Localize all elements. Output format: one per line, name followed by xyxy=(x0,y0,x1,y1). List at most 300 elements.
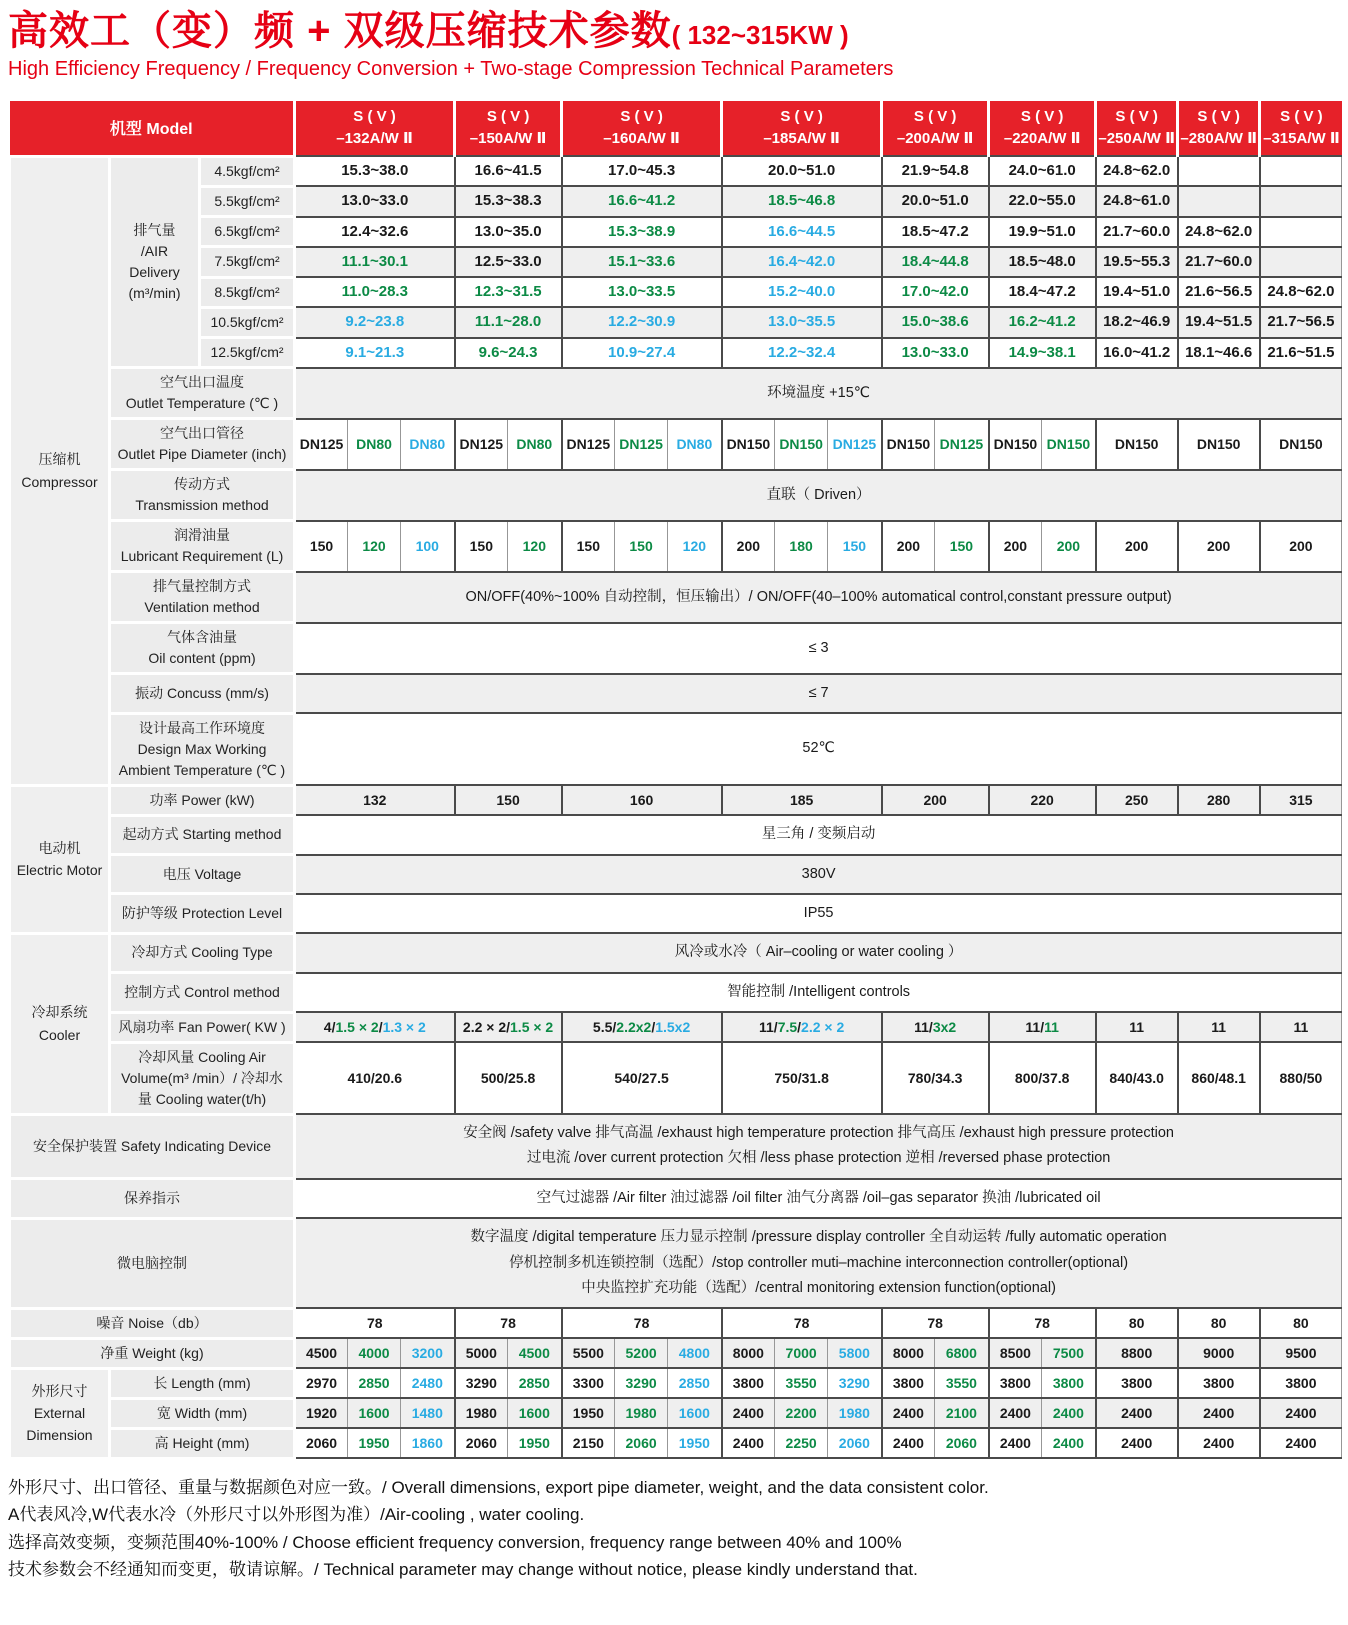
value-cell: 4800 xyxy=(668,1338,722,1368)
value-cell: 19.9~51.0 xyxy=(989,217,1096,247)
value-cell: 15.3~38.9 xyxy=(562,217,722,247)
value-cell: 2400 xyxy=(1042,1428,1096,1458)
label-line: /AIR xyxy=(140,242,169,259)
label-line: 振动 Concuss (mm/s) xyxy=(135,684,269,701)
model-header-label: 机型 Model xyxy=(10,101,295,156)
height-label: 高 Height (mm) xyxy=(110,1428,295,1458)
value-cell: 智能控制 /Intelligent controls xyxy=(295,973,1342,1012)
table-row xyxy=(10,338,1342,368)
value-segment: 11 xyxy=(1211,1018,1227,1035)
footnote-line: 技术参数会不经通知而变更，敬请谅解。/ Technical parameter may change without notice, please kindly understand that. xyxy=(8,1560,918,1580)
table-row xyxy=(10,1368,1342,1398)
weight-label: 净重 Weight (kg) xyxy=(10,1338,295,1368)
value-cell: 200 xyxy=(989,521,1042,572)
table-row xyxy=(10,1012,1342,1042)
power-label: 功率 Power (kW) xyxy=(110,785,295,815)
table-row xyxy=(10,894,1342,933)
value-cell: 7500 xyxy=(1042,1338,1096,1368)
model-header-cell xyxy=(562,101,722,156)
value-cell: 13.0~33.5 xyxy=(562,277,722,307)
value-segment: / xyxy=(797,1018,802,1035)
label-line: Transmission method xyxy=(135,497,269,514)
concuss-label xyxy=(110,674,295,713)
label-line: Oil content (ppm) xyxy=(148,650,256,667)
value-segment: 11/ xyxy=(758,1018,778,1035)
value-cell: 200 xyxy=(882,785,989,815)
value-cell: 150 xyxy=(295,521,348,572)
label-line: 外形尺寸 xyxy=(31,1382,88,1399)
table-row xyxy=(10,674,1342,713)
value-cell: 200 xyxy=(722,521,775,572)
model-series: S ( V ) xyxy=(780,108,823,126)
value-cell: 13.0~33.0 xyxy=(295,186,455,216)
value-cell: 2400 xyxy=(1096,1398,1178,1428)
value-cell: 280 xyxy=(1178,785,1260,815)
length-label: 长 Length (mm) xyxy=(110,1368,295,1398)
value-cell: 21.6~56.5 xyxy=(1178,277,1260,307)
value-cell: 5800 xyxy=(828,1338,882,1368)
label-line: Electric Motor xyxy=(16,862,103,879)
value-cell: 80 xyxy=(1260,1308,1342,1338)
value-cell: DN150 xyxy=(1042,419,1096,470)
width-label: 宽 Width (mm) xyxy=(110,1398,295,1428)
label-line: Volume(m³ /min）/ 冷却水 xyxy=(121,1069,283,1086)
value-cell: 18.4~44.8 xyxy=(882,247,989,277)
value-cell: 12.4~32.6 xyxy=(295,217,455,247)
value-cell: 8800 xyxy=(1096,1338,1178,1368)
value-cell: 12.2~32.4 xyxy=(722,338,882,368)
table-row xyxy=(10,1114,1342,1179)
transmission-label xyxy=(110,470,295,521)
model-variant: –160A/W Ⅱ xyxy=(603,130,680,147)
value-cell: 19.4~51.0 xyxy=(1096,277,1178,307)
value-cell: 2400 xyxy=(882,1398,935,1428)
value-cell xyxy=(989,1012,1096,1042)
label-line: 压缩机 xyxy=(38,451,81,468)
model-variant: –280A/W Ⅱ xyxy=(1180,130,1257,147)
table-row xyxy=(10,247,1342,277)
value-cell: 2400 xyxy=(1096,1428,1178,1458)
value-cell xyxy=(1178,186,1260,216)
value-cell: DN125 xyxy=(828,419,882,470)
table-row xyxy=(10,1398,1342,1428)
value-cell: 10.9~27.4 xyxy=(562,338,722,368)
label-line: External xyxy=(33,1405,86,1422)
value-cell: 1860 xyxy=(401,1428,455,1458)
label-line: 冷却系统 xyxy=(31,1004,88,1021)
label-line: 气体含油量 xyxy=(167,629,238,646)
table-row xyxy=(10,855,1342,894)
table-row xyxy=(10,785,1342,815)
value-cell: 4500 xyxy=(508,1338,562,1368)
value-cell: 15.3~38.0 xyxy=(295,156,455,186)
model-variant: –220A/W Ⅱ xyxy=(1003,130,1081,147)
label-line: Ventilation method xyxy=(144,599,260,616)
table-row xyxy=(10,156,1342,186)
value-cell: 9000 xyxy=(1178,1338,1260,1368)
value-cell xyxy=(1260,186,1342,216)
value-segment: 1.5 × 2 xyxy=(335,1018,379,1035)
value-cell: DN125 xyxy=(455,419,508,470)
value-line: 停机控制多机连锁控制（选配）/stop controller muti–machine interconnection controller(optional) xyxy=(509,1254,1129,1271)
value-cell: 150 xyxy=(455,521,508,572)
label-line: Design Max Working xyxy=(137,740,267,757)
footnote-line: A代表风冷,W代表水冷（外形尺寸以外形图为准）/Air-cooling , water cooling. xyxy=(8,1505,585,1525)
label-line: 冷却风量 Cooling Air xyxy=(138,1048,266,1065)
label-line: 润滑油量 xyxy=(174,527,231,544)
noise-label: 噪音 Noise（db） xyxy=(10,1308,295,1338)
model-series: S ( V ) xyxy=(1115,108,1158,126)
table-row xyxy=(10,1179,1342,1218)
value-cell: 200 xyxy=(1178,521,1260,572)
value-cell: 3800 xyxy=(882,1368,935,1398)
value-cell: 5200 xyxy=(615,1338,668,1368)
value-cell: 17.0~45.3 xyxy=(562,156,722,186)
value-cell: 16.4~42.0 xyxy=(722,247,882,277)
value-cell: DN150 xyxy=(882,419,935,470)
value-cell: 18.2~46.9 xyxy=(1096,307,1178,337)
model-variant: –185A/W Ⅱ xyxy=(763,130,840,147)
starting-label: 起动方式 Starting method xyxy=(110,815,295,854)
value-cell: 11.0~28.3 xyxy=(295,277,455,307)
value-cell: 1980 xyxy=(615,1398,668,1428)
value-cell: 78 xyxy=(882,1308,989,1338)
maintenance-label: 保养指示 xyxy=(10,1179,295,1218)
value-segment: 11 xyxy=(1129,1018,1145,1035)
value-cell: DN125 xyxy=(562,419,615,470)
table-row xyxy=(10,217,1342,247)
value-cell: 2400 xyxy=(1042,1398,1096,1428)
value-cell: 250 xyxy=(1096,785,1178,815)
pipe-diameter-label xyxy=(110,419,295,470)
value-segment: / xyxy=(378,1018,383,1035)
category-compressor xyxy=(10,156,110,785)
value-cell: 150 xyxy=(828,521,882,572)
value-cell: DN125 xyxy=(935,419,989,470)
category-cooler xyxy=(10,933,110,1114)
value-cell: 1950 xyxy=(562,1398,615,1428)
value-cell: 3800 xyxy=(1096,1368,1178,1398)
value-cell: 150 xyxy=(615,521,668,572)
safety-label: 安全保护装置 Safety Indicating Device xyxy=(10,1114,295,1179)
value-cell: 2400 xyxy=(1260,1428,1342,1458)
value-cell: 环境温度 +15℃ xyxy=(295,368,1342,419)
value-cell: 780/34.3 xyxy=(882,1042,989,1114)
value-cell: 20.0~51.0 xyxy=(722,156,882,186)
value-cell: 18.1~46.6 xyxy=(1178,338,1260,368)
label-line: 量 Cooling water(t/h) xyxy=(137,1090,267,1107)
page-subtitle: High Efficiency Frequency / Frequency Conversion + Two-stage Compression Technical Parameters xyxy=(8,58,894,80)
label-line: Delivery xyxy=(129,263,180,280)
value-segment: 3x2 xyxy=(932,1018,957,1035)
value-cell xyxy=(295,1218,1342,1308)
value-cell: 80 xyxy=(1096,1308,1178,1338)
value-line: 安全阀 /safety valve 排气高温 /exhaust high temperature protection 排气高压 /exhaust high pressure protection xyxy=(463,1125,1174,1141)
value-cell xyxy=(295,1114,1342,1179)
outlet-temp-label xyxy=(110,368,295,419)
page-title-range: ( 132~315KW ) xyxy=(671,20,849,50)
value-cell: 3800 xyxy=(1042,1368,1096,1398)
voltage-label: 电压 Voltage xyxy=(110,855,295,894)
value-cell: 21.7~60.0 xyxy=(1096,217,1178,247)
value-cell xyxy=(1260,1012,1342,1042)
value-line: 中央监控扩充功能（选配）/central monitoring extension function(optional) xyxy=(581,1279,1056,1296)
value-cell: 24.0~61.0 xyxy=(989,156,1096,186)
value-cell xyxy=(295,1179,1342,1218)
value-segment: 7.5 xyxy=(777,1018,798,1035)
value-cell xyxy=(455,1012,562,1042)
label-line: Outlet Temperature (℃ ) xyxy=(125,395,279,412)
value-cell: 2060 xyxy=(455,1428,508,1458)
value-cell: 15.1~33.6 xyxy=(562,247,722,277)
value-cell: 78 xyxy=(562,1308,722,1338)
value-cell: DN80 xyxy=(348,419,401,470)
pressure-label: 12.5kgf/cm² xyxy=(200,338,295,368)
value-cell: 160 xyxy=(562,785,722,815)
category-motor xyxy=(10,785,110,933)
value-cell: 2400 xyxy=(722,1398,775,1428)
category-dimension xyxy=(10,1368,110,1458)
value-cell: 1950 xyxy=(668,1428,722,1458)
spec-table xyxy=(8,101,1342,1460)
model-header-cell xyxy=(882,101,989,156)
value-cell xyxy=(1178,1012,1260,1042)
value-cell: 1950 xyxy=(348,1428,401,1458)
value-cell: 2060 xyxy=(935,1428,989,1458)
value-segment: 11 xyxy=(1293,1018,1309,1035)
table-row xyxy=(10,470,1342,521)
value-cell: ≤ 7 xyxy=(295,674,1342,713)
model-header-cell xyxy=(1260,101,1342,156)
value-cell xyxy=(1096,1012,1178,1042)
table-row xyxy=(10,1428,1342,1458)
value-cell: 3200 xyxy=(401,1338,455,1368)
value-cell: 2250 xyxy=(775,1428,828,1458)
value-cell: 500/25.8 xyxy=(455,1042,562,1114)
value-cell: 16.6~41.5 xyxy=(455,156,562,186)
model-header-cell xyxy=(989,101,1096,156)
value-cell: 20.0~51.0 xyxy=(882,186,989,216)
value-cell: 2400 xyxy=(1178,1398,1260,1428)
pressure-label: 6.5kgf/cm² xyxy=(200,217,295,247)
value-cell: 78 xyxy=(295,1308,455,1338)
value-cell: 185 xyxy=(722,785,882,815)
model-header-cell xyxy=(455,101,562,156)
value-cell: 1920 xyxy=(295,1398,348,1428)
value-cell: 24.8~62.0 xyxy=(1260,277,1342,307)
value-cell: 16.2~41.2 xyxy=(989,307,1096,337)
value-cell: 3290 xyxy=(615,1368,668,1398)
value-cell: 3800 xyxy=(1178,1368,1260,1398)
value-cell: 750/31.8 xyxy=(722,1042,882,1114)
value-cell: 19.4~51.5 xyxy=(1178,307,1260,337)
value-cell: 13.0~33.0 xyxy=(882,338,989,368)
table-row xyxy=(10,973,1342,1012)
value-cell: 15.0~38.6 xyxy=(882,307,989,337)
value-cell: 16.0~41.2 xyxy=(1096,338,1178,368)
value-cell xyxy=(295,1012,455,1042)
value-cell: DN80 xyxy=(508,419,562,470)
value-cell: 150 xyxy=(455,785,562,815)
value-cell xyxy=(882,1012,989,1042)
value-cell: 200 xyxy=(1260,521,1342,572)
value-segment: 11 xyxy=(1044,1018,1059,1035)
value-cell: 1950 xyxy=(508,1428,562,1458)
value-cell: 4000 xyxy=(348,1338,401,1368)
footnotes xyxy=(8,1474,1342,1584)
value-cell: 2150 xyxy=(562,1428,615,1458)
value-cell: 180 xyxy=(775,521,828,572)
value-segment: / xyxy=(651,1018,656,1035)
page-title-zh: 高效工（变）频 + 双级压缩技术参数 xyxy=(8,9,672,53)
value-cell: 13.0~35.0 xyxy=(455,217,562,247)
table-row xyxy=(10,623,1342,674)
label-line: 空气出口管径 xyxy=(160,425,245,442)
pressure-label: 10.5kgf/cm² xyxy=(200,307,295,337)
value-cell: 15.3~38.3 xyxy=(455,186,562,216)
value-cell xyxy=(562,1012,722,1042)
value-cell: 24.8~62.0 xyxy=(1178,217,1260,247)
value-cell: 3800 xyxy=(989,1368,1042,1398)
value-cell: 80 xyxy=(1178,1308,1260,1338)
value-cell: 24.8~61.0 xyxy=(1096,186,1178,216)
value-cell: 9500 xyxy=(1260,1338,1342,1368)
model-series: S ( V ) xyxy=(913,108,957,126)
model-variant: –150A/W Ⅱ xyxy=(469,130,547,147)
value-cell xyxy=(1260,217,1342,247)
value-cell: 21.7~56.5 xyxy=(1260,307,1342,337)
label-line: (m³/min) xyxy=(128,284,181,301)
value-cell: 11.1~30.1 xyxy=(295,247,455,277)
value-segment: 1.5 × 2 xyxy=(510,1018,554,1035)
pressure-label: 5.5kgf/cm² xyxy=(200,186,295,216)
label-line: 空气出口温度 xyxy=(160,374,245,391)
value-cell: 直联（ Driven） xyxy=(295,470,1342,521)
value-cell: DN80 xyxy=(668,419,722,470)
table-row xyxy=(10,815,1342,854)
value-cell: DN125 xyxy=(295,419,348,470)
pressure-label: 7.5kgf/cm² xyxy=(200,247,295,277)
table-row xyxy=(10,307,1342,337)
oil-content-label xyxy=(110,623,295,674)
value-cell: 4500 xyxy=(295,1338,348,1368)
value-cell: 6800 xyxy=(935,1338,989,1368)
value-cell: 19.5~55.3 xyxy=(1096,247,1178,277)
design-max-label xyxy=(110,713,295,785)
value-cell: 12.5~33.0 xyxy=(455,247,562,277)
value-cell: 3550 xyxy=(935,1368,989,1398)
model-header-cell xyxy=(722,101,882,156)
value-cell: 14.9~38.1 xyxy=(989,338,1096,368)
value-cell: 7000 xyxy=(775,1338,828,1368)
label-line: Outlet Pipe Diameter (inch) xyxy=(117,446,287,463)
value-cell: 2850 xyxy=(348,1368,401,1398)
value-cell: 2400 xyxy=(1260,1398,1342,1428)
value-cell: 150 xyxy=(562,521,615,572)
value-cell: 1480 xyxy=(401,1398,455,1428)
value-cell: ≤ 3 xyxy=(295,623,1342,674)
value-segment: 1.3 × 2 xyxy=(382,1018,426,1035)
value-cell: 120 xyxy=(668,521,722,572)
fan-power-label: 风扇功率 Fan Power( KW ) xyxy=(110,1012,295,1042)
value-cell: DN150 xyxy=(1178,419,1260,470)
value-cell: 1600 xyxy=(508,1398,562,1428)
model-series: S ( V ) xyxy=(1197,108,1240,126)
value-cell: DN150 xyxy=(1260,419,1342,470)
value-cell: 24.8~62.0 xyxy=(1096,156,1178,186)
table-row xyxy=(10,1042,1342,1114)
value-cell: 21.7~60.0 xyxy=(1178,247,1260,277)
table-row xyxy=(10,419,1342,470)
table-row xyxy=(10,277,1342,307)
value-cell: 3800 xyxy=(722,1368,775,1398)
value-cell: 3800 xyxy=(1260,1368,1342,1398)
label-line: Compressor xyxy=(21,473,98,490)
pressure-label: 4.5kgf/cm² xyxy=(200,156,295,186)
value-line: 过电流 /over current protection 欠相 /less phase protection 逆相 /reversed phase protection xyxy=(526,1150,1111,1167)
value-cell: 1980 xyxy=(455,1398,508,1428)
footnote-line: 外形尺寸、出口管径、重量与数据颜色对应一致。/ Overall dimensions, export pipe diameter, weight, and the data consistent color. xyxy=(8,1477,989,1497)
value-cell: 8000 xyxy=(722,1338,775,1368)
value-cell: 2970 xyxy=(295,1368,348,1398)
value-cell: 2400 xyxy=(882,1428,935,1458)
value-cell: 880/50 xyxy=(1260,1042,1342,1114)
table-row xyxy=(10,933,1342,972)
value-cell: 2100 xyxy=(935,1398,989,1428)
table-row xyxy=(10,186,1342,216)
value-segment: 2.2x2 xyxy=(616,1018,652,1035)
value-cell: 13.0~35.5 xyxy=(722,307,882,337)
value-cell: 17.0~42.0 xyxy=(882,277,989,307)
value-cell: 9.6~24.3 xyxy=(455,338,562,368)
footnote-line: 选择高效变频，变频范围40%-100% / Choose efficient frequency conversion, frequency range between 40% and 100% xyxy=(8,1532,902,1552)
value-cell: IP55 xyxy=(295,894,1342,933)
model-variant: –250A/W Ⅱ xyxy=(1098,130,1175,147)
value-cell: 1600 xyxy=(348,1398,401,1428)
value-cell: 220 xyxy=(989,785,1096,815)
value-cell: 风冷或水冷（ Air–cooling or water cooling ） xyxy=(295,933,1342,972)
value-cell: 8000 xyxy=(882,1338,935,1368)
protection-label: 防护等级 Protection Level xyxy=(110,894,295,933)
value-cell: 200 xyxy=(1042,521,1096,572)
value-cell: DN80 xyxy=(401,419,455,470)
value-cell: 800/37.8 xyxy=(989,1042,1096,1114)
value-cell: 11.1~28.0 xyxy=(455,307,562,337)
value-cell: 2400 xyxy=(989,1398,1042,1428)
value-cell: 132 xyxy=(295,785,455,815)
value-cell: 410/20.6 xyxy=(295,1042,455,1114)
value-cell: DN125 xyxy=(615,419,668,470)
air-delivery-label xyxy=(110,156,200,368)
value-cell: 78 xyxy=(455,1308,562,1338)
value-cell: 星三角 / 变频启动 xyxy=(295,815,1342,854)
value-cell: 16.6~44.5 xyxy=(722,217,882,247)
value-cell: DN150 xyxy=(775,419,828,470)
value-cell: ON/OFF(40%~100% 自动控制，恒压输出）/ ON/OFF(40–100% automatical control,constant pressure output) xyxy=(295,572,1342,623)
value-cell: 21.6~51.5 xyxy=(1260,338,1342,368)
value-cell: 15.2~40.0 xyxy=(722,277,882,307)
page-title xyxy=(8,8,1342,54)
table-row xyxy=(10,1338,1342,1368)
ventilation-label xyxy=(110,572,295,623)
value-cell: 18.5~48.0 xyxy=(989,247,1096,277)
value-cell: 1980 xyxy=(828,1398,882,1428)
value-segment: 4/ xyxy=(323,1018,336,1035)
value-cell: 5000 xyxy=(455,1338,508,1368)
value-cell: 540/27.5 xyxy=(562,1042,722,1114)
value-cell: 2060 xyxy=(828,1428,882,1458)
model-series: S ( V ) xyxy=(353,108,396,126)
